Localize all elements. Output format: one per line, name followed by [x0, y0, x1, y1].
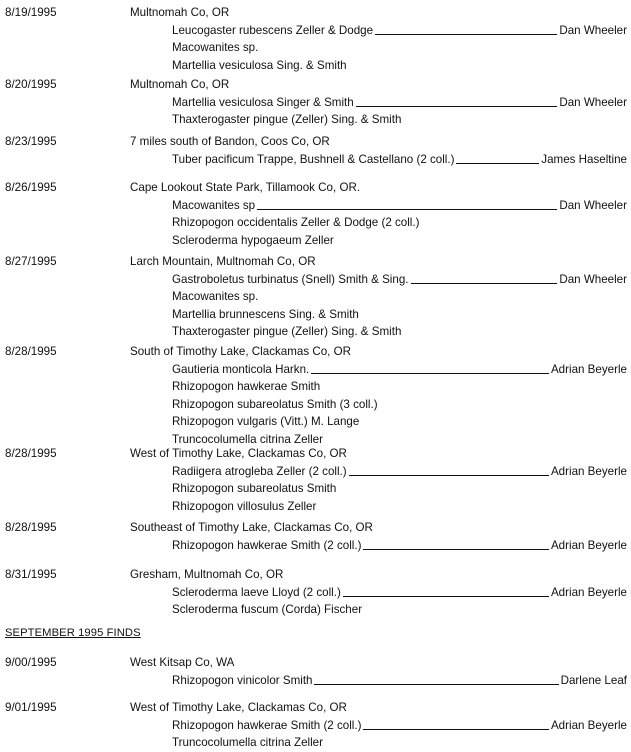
species-name: Thaxterogaster pingue (Zeller) Sing. & Smith — [172, 113, 402, 126]
entry-date: 8/20/1995 — [5, 78, 57, 91]
leader-line — [375, 34, 557, 35]
species-name: Rhizopogon vulgaris (Vitt.) M. Lange — [172, 415, 360, 428]
entry-location: Gresham, Multnomah Co, OR — [130, 568, 284, 581]
collector-name: Dan Wheeler — [559, 272, 627, 286]
entry-location: South of Timothy Lake, Clackamas Co, OR — [130, 345, 352, 358]
species-line — [172, 603, 627, 619]
species-line — [172, 216, 627, 232]
species-name: Macowanites sp. — [172, 290, 259, 303]
leader-line — [411, 283, 558, 284]
species-name: Rhizopogon occidentalis Zeller & Dodge (2 coll.) — [172, 216, 420, 229]
species-line — [172, 234, 627, 250]
leader-line — [363, 729, 548, 730]
species-line — [172, 24, 627, 40]
species-line — [172, 308, 627, 324]
species-name: Leucogaster rubescens Zeller & Dodge — [172, 23, 374, 37]
collector-name: Adrian Beyerle — [550, 538, 627, 552]
entry-date: 8/31/1995 — [5, 568, 57, 581]
species-name: Scleroderma laeve Lloyd (2 coll.) — [172, 585, 341, 599]
species-line — [172, 153, 627, 169]
species-line — [172, 465, 627, 481]
species-line — [172, 325, 627, 341]
species-line — [172, 415, 627, 431]
species-name: Thaxterogaster pingue (Zeller) Sing. & Smith — [172, 325, 402, 338]
entry-location: Cape Lookout State Park, Tillamook Co, OR. — [130, 181, 361, 194]
species-line — [172, 674, 627, 690]
collector-name: Adrian Beyerle — [550, 464, 627, 478]
entry-location: Multnomah Co, OR — [130, 6, 230, 19]
entry-date: 8/28/1995 — [5, 447, 57, 460]
entry-date: 8/23/1995 — [5, 135, 57, 148]
leader-line — [456, 163, 539, 164]
entry-date: 8/19/1995 — [5, 6, 57, 19]
species-line — [172, 59, 627, 75]
species-line — [172, 113, 627, 129]
species-line — [172, 539, 627, 555]
species-name: Martellia vesiculosa Sing. & Smith — [172, 58, 347, 72]
entry-date: 8/28/1995 — [5, 345, 57, 358]
species-name: Scleroderma hypogaeum Zeller — [172, 233, 334, 247]
species-name: Macowanites sp. — [172, 41, 259, 54]
species-line — [172, 500, 627, 516]
leader-line — [356, 106, 558, 107]
collector-name: Adrian Beyerle — [550, 718, 627, 732]
species-line — [172, 719, 627, 735]
species-line — [172, 273, 627, 289]
entry-location: West Kitsap Co, WA — [130, 656, 235, 669]
species-name: Tuber pacificum Trappe, Bushnell & Castellano (2 coll.) — [172, 152, 455, 166]
species-name: Martellia brunnescens Sing. & Smith — [172, 307, 359, 321]
collector-name: Darlene Leaf — [560, 673, 627, 687]
collector-name: Adrian Beyerle — [550, 585, 627, 599]
entry-location: 7 miles south of Bandon, Coos Co, OR — [130, 135, 330, 148]
entry-date: 9/00/1995 — [5, 656, 57, 669]
species-line — [172, 398, 627, 414]
species-name: Gautieria monticola Harkn. — [172, 362, 310, 376]
species-name: Rhizopogon hawkerae Smith — [172, 380, 321, 393]
entry-date: 8/27/1995 — [5, 255, 57, 268]
collector-name: James Haseltine — [541, 152, 627, 166]
leader-line — [314, 684, 558, 685]
species-name: Truncocolumella citrina Zeller — [172, 432, 323, 446]
species-name: Rhizopogon subareolatus Smith — [172, 482, 337, 495]
species-name: Macowanites sp — [172, 198, 256, 212]
collector-name: Dan Wheeler — [559, 23, 627, 37]
species-name: Rhizopogon subareolatus Smith (3 coll.) — [172, 397, 378, 411]
collector-name: Dan Wheeler — [559, 198, 627, 212]
species-line — [172, 290, 627, 306]
species-name: Rhizopogon hawkerae Smith (2 coll.) — [172, 718, 362, 732]
species-line — [172, 482, 627, 498]
species-line — [172, 586, 627, 602]
species-line — [172, 363, 627, 379]
entry-date: 8/28/1995 — [5, 521, 57, 534]
collector-name: Dan Wheeler — [559, 95, 627, 109]
species-name: Truncocolumella citrina Zeller — [172, 736, 323, 749]
leader-line — [311, 373, 549, 374]
entry-date: 8/26/1995 — [5, 181, 57, 194]
collector-name: Adrian Beyerle — [550, 362, 627, 376]
leader-line — [343, 596, 549, 597]
species-line — [172, 380, 627, 396]
species-line — [172, 96, 627, 112]
leader-line — [363, 549, 548, 550]
entry-location: Larch Mountain, Multnomah Co, OR — [130, 255, 316, 268]
species-name: Scleroderma fuscum (Corda) Fischer — [172, 603, 363, 616]
entry-location: Multnomah Co, OR — [130, 78, 230, 91]
leader-line — [257, 209, 557, 210]
species-line — [172, 41, 627, 57]
entry-location: Southeast of Timothy Lake, Clackamas Co, OR — [130, 521, 373, 534]
entry-date: 9/01/1995 — [5, 701, 57, 714]
species-name: Rhizopogon hawkerae Smith (2 coll.) — [172, 538, 362, 552]
species-name: Rhizopogon villosulus Zeller — [172, 499, 317, 513]
species-name: Martellia vesiculosa Singer & Smith — [172, 95, 354, 109]
leader-line — [349, 475, 549, 476]
species-name: Gastroboletus turbinatus (Snell) Smith & Sing. — [172, 272, 409, 286]
entry-location: West of Timothy Lake, Clackamas Co, OR — [130, 701, 347, 714]
species-name: Radiigera atrogleba Zeller (2 coll.) — [172, 464, 347, 478]
section-heading: SEPTEMBER 1995 FINDS — [5, 627, 141, 639]
entry-location: West of Timothy Lake, Clackamas Co, OR — [130, 447, 347, 460]
species-name: Rhizopogon vinicolor Smith — [172, 673, 313, 687]
species-line — [172, 199, 627, 215]
